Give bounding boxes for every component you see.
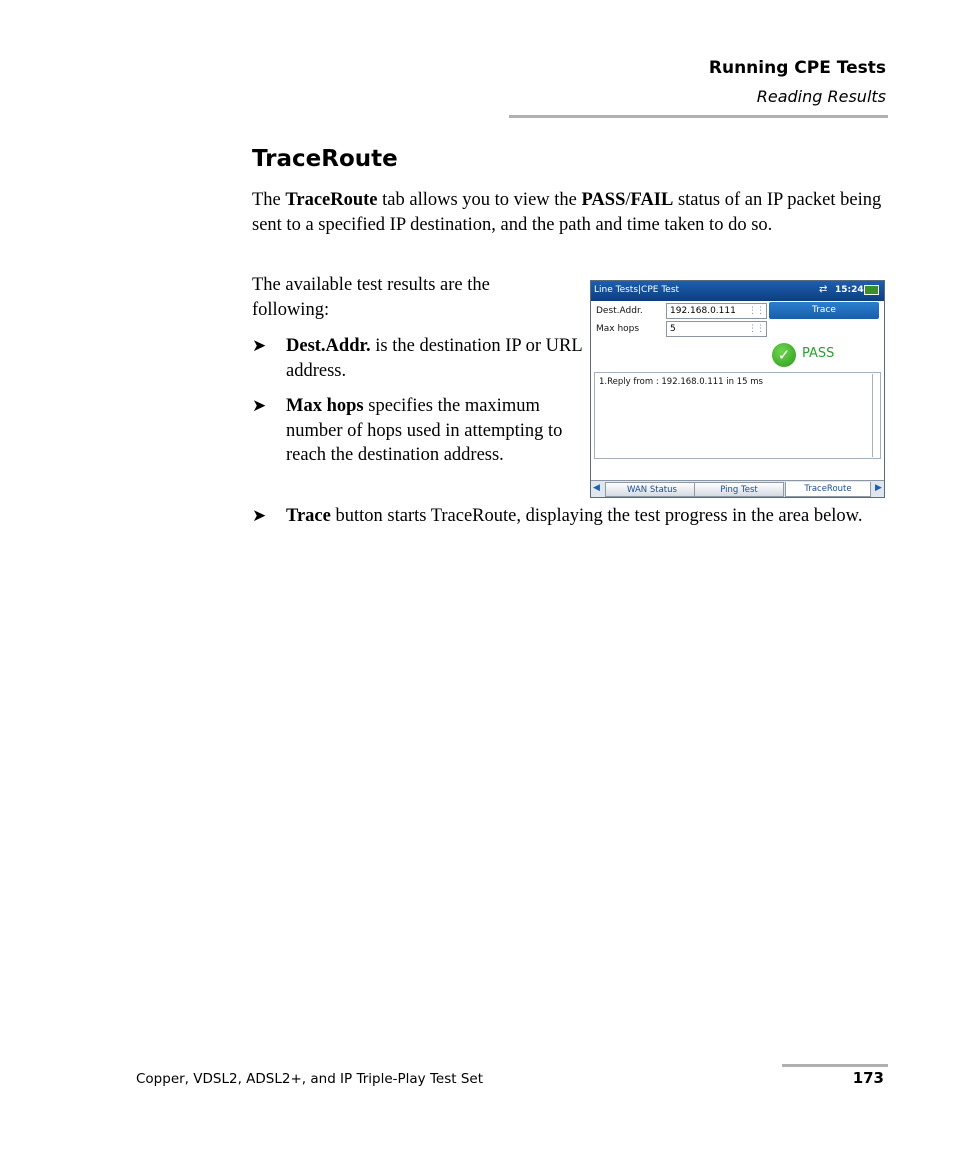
pass-status: PASS — [802, 346, 835, 361]
running-header-title: Running CPE Tests — [708, 58, 886, 78]
battery-icon — [864, 285, 879, 295]
keypad-icon[interactable]: ⋮⋮ — [748, 324, 764, 334]
tab-ping-test[interactable]: Ping Test — [694, 482, 784, 497]
dest-addr-label: Dest.Addr. — [596, 306, 643, 316]
intro-text-1: The — [252, 190, 286, 210]
tab-scroll-right-icon[interactable]: ▶ — [875, 483, 882, 493]
footer-divider — [782, 1064, 888, 1067]
intro-text-2: tab allows you to view the — [377, 190, 582, 210]
result-line: 1.Reply from : 192.168.0.111 in 15 ms — [599, 377, 763, 387]
device-clock: 15:24 — [835, 285, 864, 295]
intro-pass-term: PASS — [581, 190, 626, 210]
running-header-subtitle: Reading Results — [756, 87, 886, 106]
pass-check-icon: ✓ — [772, 343, 796, 367]
max-hops-label: Max hops — [596, 324, 640, 334]
tab-traceroute[interactable]: TraceRoute — [785, 482, 871, 497]
tab-wan-status[interactable]: WAN Status — [605, 482, 699, 497]
max-hops-value: 5 — [670, 324, 676, 334]
page-number: 173 — [852, 1069, 884, 1087]
intro-paragraph — [252, 188, 888, 237]
available-results-text: The available test results are the following: — [252, 275, 490, 320]
bullet-text: is the destination IP or URL address. — [286, 336, 582, 381]
device-title[interactable]: Line Tests|CPE Test — [594, 285, 680, 295]
max-hops-field[interactable] — [666, 321, 767, 337]
dest-addr-value: 192.168.0.111 — [670, 306, 736, 316]
intro-text-3: status of an IP packet being sent to a specified IP destination, and the path and time taken to do so. — [252, 190, 882, 235]
tab-scroll-left-icon[interactable]: ◀ — [593, 483, 600, 493]
bullet-text: specifies the maximum number of hops used in attempting to reach the destination address. — [286, 396, 563, 465]
results-scrollbar[interactable] — [872, 374, 877, 457]
intro-fail-term: FAIL — [630, 190, 674, 210]
intro-slash: / — [625, 190, 631, 210]
bullet-arrow-icon: ➤ — [252, 506, 267, 525]
bullet-text: button starts TraceRoute, displaying the test progress in the area below. — [330, 506, 863, 526]
dest-addr-field[interactable] — [666, 303, 767, 319]
bullet-arrow-icon: ➤ — [252, 336, 267, 355]
bullet-term: Trace — [286, 506, 331, 526]
connection-icon: ⇄ — [819, 284, 828, 295]
bullet-term: Dest.Addr. — [286, 336, 371, 356]
trace-button[interactable]: Trace — [769, 302, 879, 319]
device-screenshot — [590, 280, 885, 498]
bullet-arrow-icon: ➤ — [252, 396, 267, 415]
keypad-icon[interactable]: ⋮⋮ — [748, 306, 764, 316]
device-title-bar — [591, 281, 884, 301]
footer-doc-title: Copper, VDSL2, ADSL2+, and IP Triple-Play Test Set — [136, 1071, 484, 1087]
intro-tab-name: TraceRoute — [285, 190, 378, 210]
section-title: TraceRoute — [252, 146, 398, 172]
bullet-term: Max hops — [286, 396, 364, 416]
trace-results-area[interactable] — [594, 372, 881, 459]
header-divider — [509, 115, 888, 118]
device-tab-bar — [591, 480, 884, 498]
